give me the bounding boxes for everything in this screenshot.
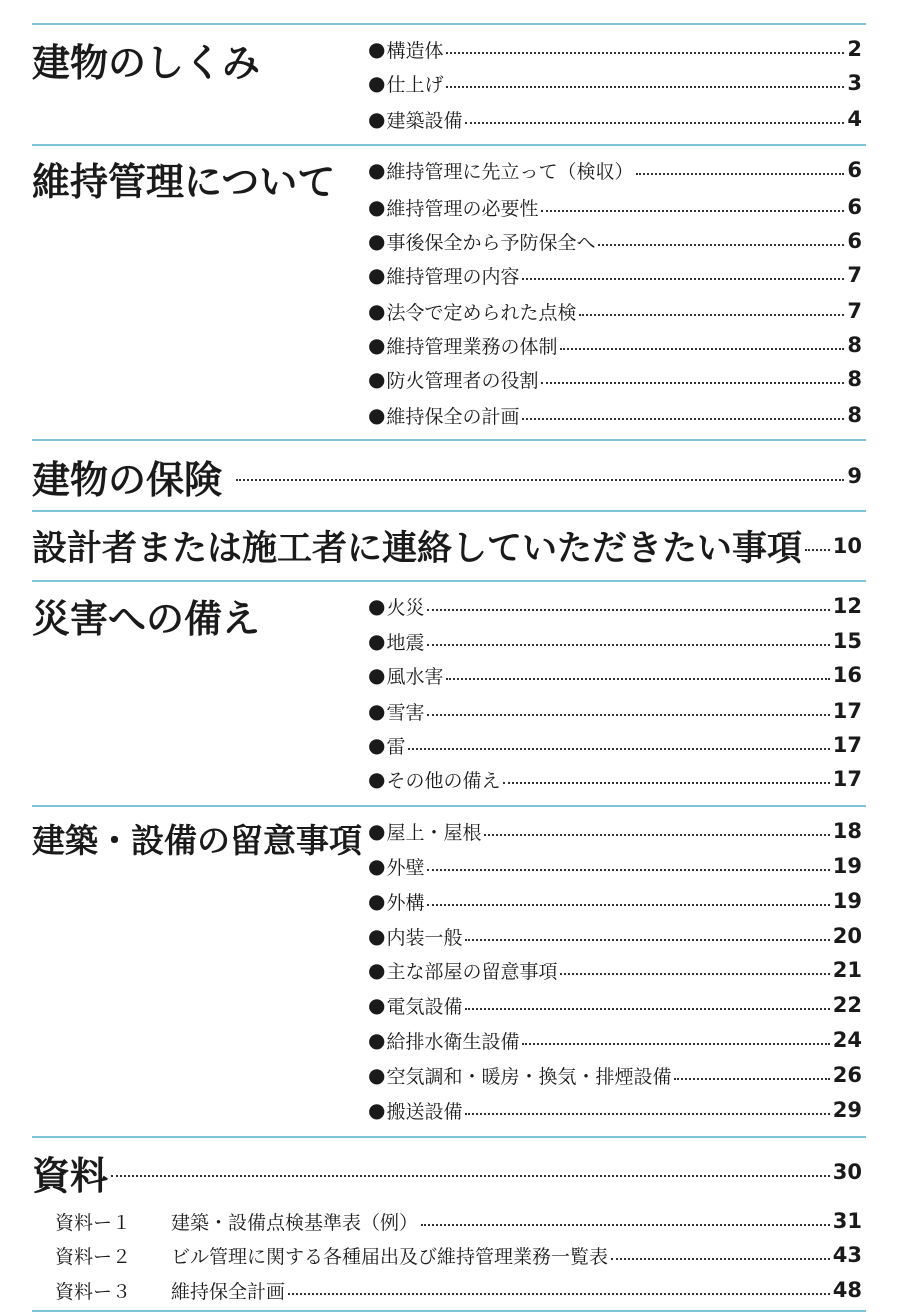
page-number: 22 — [832, 993, 862, 1017]
dot-leader — [522, 278, 844, 280]
page-number: 7 — [847, 263, 862, 287]
toc-item-label: 内装一般 — [386, 926, 463, 949]
dot-leader — [288, 1293, 830, 1295]
bullet-icon: ● — [368, 158, 386, 182]
toc-item[interactable] — [368, 694, 862, 728]
toc-item[interactable] — [368, 728, 862, 762]
toc-item-label: 風水害 — [386, 665, 444, 688]
page-number: 6 — [847, 195, 862, 219]
toc-item[interactable] — [368, 624, 862, 658]
toc-item[interactable] — [368, 988, 862, 1022]
bullet-icon: ● — [368, 195, 386, 219]
bullet-icon: ● — [368, 958, 386, 982]
page-number: 3 — [847, 71, 862, 95]
toc-item[interactable] — [368, 1058, 862, 1092]
dot-leader — [522, 1043, 829, 1045]
dot-leader — [636, 173, 844, 175]
page-number: 24 — [832, 1028, 862, 1052]
bullet-icon: ● — [368, 629, 386, 653]
toc-subitem[interactable] — [55, 1204, 862, 1238]
toc-item[interactable] — [368, 328, 862, 362]
page-number: 29 — [832, 1098, 862, 1122]
bullet-icon: ● — [368, 403, 386, 427]
page-number: 30 — [832, 1160, 862, 1184]
toc-item[interactable] — [368, 884, 862, 918]
section-title: 建物の保険 — [32, 457, 223, 502]
bullet-icon: ● — [368, 367, 386, 391]
toc-item[interactable] — [368, 190, 862, 224]
bullet-icon: ● — [368, 819, 386, 843]
toc-item[interactable] — [368, 362, 862, 396]
bullet-icon: ● — [368, 889, 386, 913]
dot-leader — [598, 244, 844, 246]
dot-leader — [446, 52, 844, 54]
toc-item[interactable] — [368, 102, 862, 136]
toc-item-label: 主な部屋の留意事項 — [386, 960, 558, 983]
page-number: 19 — [832, 889, 862, 913]
dot-leader — [427, 904, 829, 906]
dot-leader — [541, 210, 844, 212]
section-title: 維持管理について — [32, 160, 336, 204]
dot-leader — [446, 86, 844, 88]
toc-item-label: 外構 — [386, 891, 425, 914]
page-number: 17 — [832, 733, 862, 757]
page-number: 2 — [847, 37, 862, 61]
bullet-icon: ● — [368, 924, 386, 948]
page-number: 6 — [847, 229, 862, 253]
toc-section-row[interactable] — [32, 522, 862, 570]
toc-item[interactable] — [368, 589, 862, 623]
dot-leader — [427, 869, 829, 871]
dot-leader — [465, 1113, 829, 1115]
toc-item-label: 建築・設備点検基準表（例） — [171, 1211, 419, 1234]
dot-leader — [674, 1078, 829, 1080]
page-number: 15 — [832, 629, 862, 653]
dot-leader — [408, 748, 829, 750]
dot-leader — [541, 382, 844, 384]
toc-item-label: 屋上・屋根 — [386, 821, 482, 844]
toc-item-label: 維持保全計画 — [171, 1280, 286, 1303]
dot-leader — [427, 714, 829, 716]
page-number: 26 — [832, 1063, 862, 1087]
page-number: 21 — [832, 958, 862, 982]
toc-item[interactable] — [368, 849, 862, 883]
toc-item-label: 搬送設備 — [386, 1100, 463, 1123]
toc-item-label: 雷 — [386, 735, 406, 758]
dot-leader — [111, 1175, 830, 1177]
section-separator — [32, 580, 866, 582]
appendix-code: 資料ー１ — [55, 1211, 132, 1234]
bullet-icon: ● — [368, 333, 386, 357]
bullet-icon: ● — [368, 663, 386, 687]
toc-item[interactable] — [368, 814, 862, 848]
page-number: 10 — [832, 534, 862, 558]
page-number: 8 — [847, 403, 862, 427]
toc-item[interactable] — [368, 258, 862, 292]
toc-item-label: 電気設備 — [386, 995, 463, 1018]
toc-item-label: 地震 — [386, 631, 425, 654]
toc-item-label: 維持管理の必要性 — [386, 197, 539, 220]
toc-item-label: その他の備え — [386, 769, 501, 792]
toc-item-label: 火災 — [386, 596, 425, 619]
toc-item-label: ビル管理に関する各種届出及び維持管理業務一覧表 — [171, 1245, 609, 1268]
dot-leader — [446, 678, 829, 680]
page-number: 7 — [847, 299, 862, 323]
bullet-icon: ● — [368, 1063, 386, 1087]
toc-item-label: 維持保全の計画 — [386, 405, 520, 428]
bullet-icon: ● — [368, 733, 386, 757]
section-separator — [32, 1310, 866, 1312]
page-number: 16 — [832, 663, 862, 687]
toc-item-label: 事後保全から予防保全へ — [386, 231, 596, 254]
section-separator — [32, 510, 866, 512]
dot-leader — [427, 644, 829, 646]
dot-leader — [465, 939, 829, 941]
bullet-icon: ● — [368, 993, 386, 1017]
page-number: 43 — [832, 1243, 862, 1267]
page-number: 31 — [832, 1209, 862, 1233]
toc-item-label: 仕上げ — [386, 73, 444, 96]
section-title: 設計者または施工者に連絡していただきたい事項 — [32, 529, 803, 569]
page-number: 17 — [832, 699, 862, 723]
bullet-icon: ● — [368, 37, 386, 61]
page-number: 18 — [832, 819, 862, 843]
bullet-icon: ● — [368, 229, 386, 253]
toc-item[interactable] — [368, 224, 862, 258]
page-number: 4 — [847, 107, 862, 131]
dot-leader — [465, 122, 844, 124]
bullet-icon: ● — [368, 854, 386, 878]
dot-leader — [427, 609, 829, 611]
dot-leader — [560, 348, 844, 350]
section-separator — [32, 144, 866, 146]
section-separator — [32, 23, 866, 25]
section-title: 資料 — [32, 1153, 109, 1198]
toc-item[interactable] — [368, 294, 862, 328]
toc-item[interactable] — [368, 1023, 862, 1057]
toc-item[interactable] — [368, 32, 862, 66]
page-number: 8 — [847, 333, 862, 357]
toc-item-label: 法令で定められた点検 — [386, 301, 577, 324]
section-separator — [32, 439, 866, 441]
bullet-icon: ● — [368, 1028, 386, 1052]
toc-item[interactable] — [368, 919, 862, 953]
toc-item-label: 防火管理者の役割 — [386, 369, 539, 392]
section-title: 建築・設備の留意事項 — [32, 821, 362, 860]
toc-item-label: 維持管理に先立って（検収） — [386, 160, 634, 183]
toc-item-label: 給排水衛生設備 — [386, 1030, 520, 1053]
toc-item[interactable] — [368, 153, 862, 187]
page-number: 6 — [847, 158, 862, 182]
toc-subitem[interactable] — [55, 1273, 862, 1307]
appendix-code: 資料ー３ — [55, 1280, 132, 1303]
dot-leader — [579, 314, 844, 316]
page-number: 12 — [832, 594, 862, 618]
dot-leader — [503, 782, 829, 784]
page-number: 17 — [832, 767, 862, 791]
toc-subitem[interactable] — [55, 1238, 862, 1272]
toc-item[interactable] — [368, 398, 862, 432]
toc-item[interactable] — [368, 66, 862, 100]
dot-leader — [522, 418, 844, 420]
appendix-code: 資料ー２ — [55, 1245, 132, 1268]
toc-item-label: 建築設備 — [386, 109, 463, 132]
dot-leader — [236, 479, 844, 481]
bullet-icon: ● — [368, 699, 386, 723]
dot-leader — [421, 1224, 830, 1226]
bullet-icon: ● — [368, 594, 386, 618]
bullet-icon: ● — [368, 107, 386, 131]
dot-leader — [560, 973, 829, 975]
toc-item-label: 外壁 — [386, 856, 425, 879]
toc-item-label: 構造体 — [386, 39, 444, 62]
toc-section-row[interactable] — [32, 452, 862, 500]
section-title: 建物のしくみ — [32, 41, 261, 85]
toc-item[interactable] — [368, 953, 862, 987]
dot-leader — [484, 834, 829, 836]
toc-section-row[interactable] — [32, 1148, 862, 1196]
toc-item-label: 空気調和・暖房・換気・排煙設備 — [386, 1065, 672, 1088]
toc-item[interactable] — [368, 762, 862, 796]
bullet-icon: ● — [368, 71, 386, 95]
toc-item[interactable] — [368, 1093, 862, 1127]
section-separator — [32, 1136, 866, 1138]
dot-leader — [465, 1008, 829, 1010]
dot-leader — [805, 549, 830, 551]
toc-item-label: 維持管理業務の体制 — [386, 335, 558, 358]
page-number: 9 — [847, 464, 862, 488]
page-number: 48 — [832, 1278, 862, 1302]
toc-item-label: 維持管理の内容 — [386, 265, 520, 288]
page-number: 8 — [847, 367, 862, 391]
page-number: 20 — [832, 924, 862, 948]
toc-item[interactable] — [368, 658, 862, 692]
bullet-icon: ● — [368, 263, 386, 287]
bullet-icon: ● — [368, 299, 386, 323]
page-number: 19 — [832, 854, 862, 878]
section-title: 災害への備え — [32, 597, 261, 641]
bullet-icon: ● — [368, 1098, 386, 1122]
section-separator — [32, 805, 866, 807]
dot-leader — [611, 1258, 830, 1260]
toc-item-label: 雪害 — [386, 701, 425, 724]
bullet-icon: ● — [368, 767, 386, 791]
